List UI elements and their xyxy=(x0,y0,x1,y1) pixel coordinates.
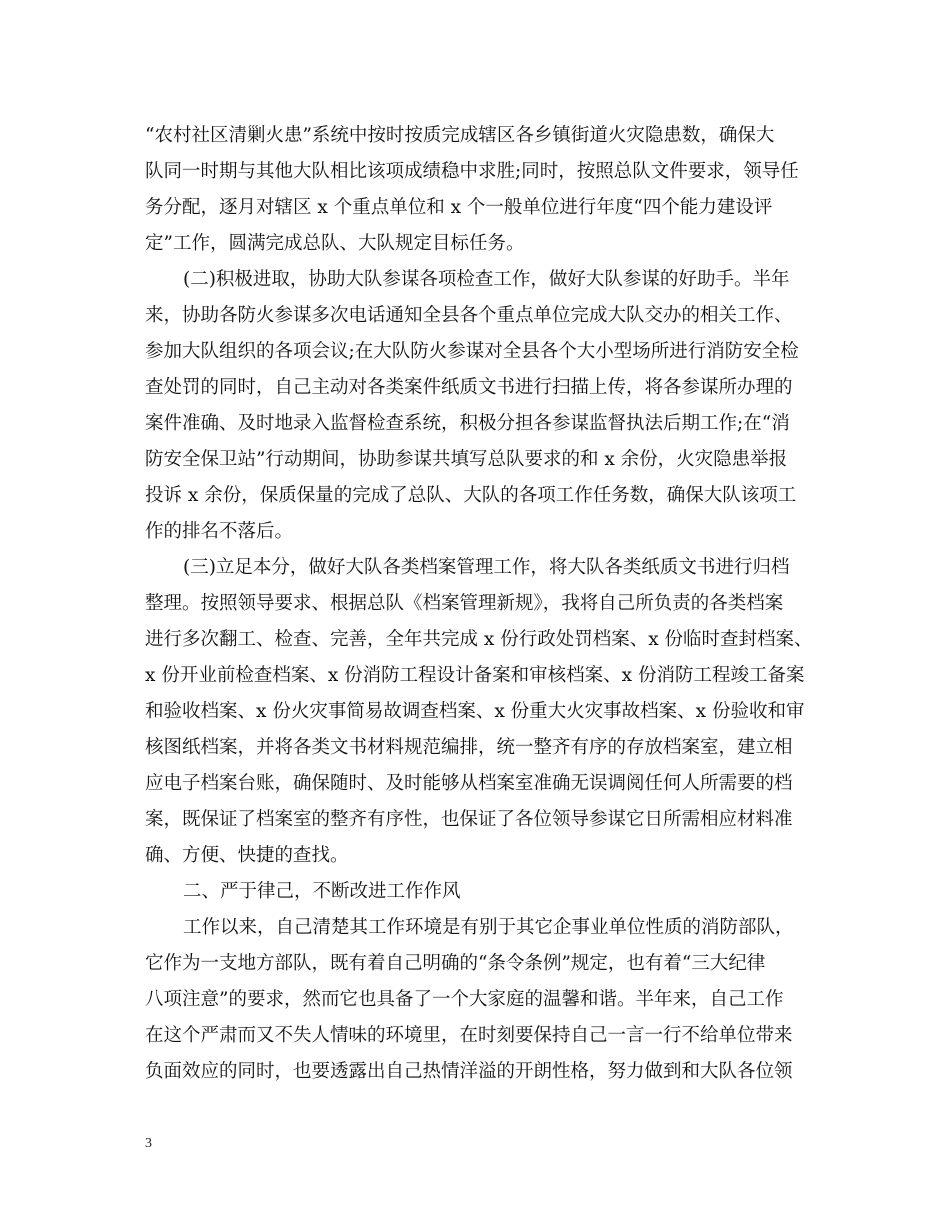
text-line: 它作为一支地方部队，既有着自己明确的“条令条例”规定，也有着“三大纪律 xyxy=(145,953,766,974)
text-line: 工作以来，自己清楚其工作环境是有别于其它企事业单位性质的消防部队， xyxy=(183,917,794,938)
text-line: 定”工作，圆满完成总队、大队规定目标任务。 xyxy=(145,233,525,254)
text-line: 作的排名不落后。 xyxy=(145,521,294,542)
text-line: 负面效应的同时，也要透露出自己热情洋溢的开朗性格，努力做到和大队各位领 xyxy=(145,1061,793,1082)
section-heading-3: (三)立足本分，做好大队各类档案管理工作，将大队各类纸质文书进行归档 xyxy=(183,557,790,578)
text-line: 案件准确、及时地录入监督检查系统，积极分担各参谋监督执法后期工作;在“消 xyxy=(145,413,790,434)
text-line: 投诉 x 余份，保质保量的完成了总队、大队的各项工作任务数，确保大队该项工 xyxy=(145,485,797,506)
text-line: 和验收档案、x 份火灾事简易故调查档案、x 份重大火灾事故档案、x 份验收和审 xyxy=(145,701,805,722)
text-line: 查处罚的同时，自己主动对各类案件纸质文书进行扫描上传，将各参谋所办理的 xyxy=(145,377,793,398)
section-heading-2: (二)积极进取，协助大队参谋各项检查工作，做好大队参谋的好助手。半年 xyxy=(183,269,790,290)
text-line: 参加大队组织的各项会议;在大队防火参谋对全县各个大小型场所进行消防安全检 xyxy=(145,341,799,362)
text-line: 队同一时期与其他大队相比该项成绩稳中求胜;同时，按照总队文件要求，领导任 xyxy=(145,161,799,182)
section-heading-ii: 二、严于律己，不断改进工作作风 xyxy=(183,881,461,902)
text-line: 核图纸档案，并将各类文书材料规范编排，统一整齐有序的存放档案室，建立相 xyxy=(145,737,793,758)
text-line: 整理。按照领导要求、根据总队《档案管理新规》，我将自己所负责的各类档案 xyxy=(145,593,784,614)
text-line: x 份开业前检查档案、x 份消防工程设计备案和审核档案、x 份消防工程竣工备案 xyxy=(145,665,805,686)
text-line: 进行多次翻工、检查、完善，全年共完成 x 份行政处罚档案、x 份临时查封档案、 xyxy=(145,629,813,650)
text-line: “农村社区清剿火患”系统中按时按质完成辖区各乡镇街道火灾隐患数，确保大 xyxy=(145,125,775,146)
text-line: 确、方便、快捷的查找。 xyxy=(145,845,349,866)
body-text xyxy=(145,118,813,1090)
text-line: 务分配，逐月对辖区 x 个重点单位和 x 个一般单位进行年度“四个能力建设评 xyxy=(145,197,773,218)
text-line: 八项注意”的要求，然而它也具备了一个大家庭的温馨和谐。半年来，自己工作 xyxy=(145,989,784,1010)
text-line: 在这个严肃而又不失人情味的环境里，在时刻要保持自己一言一行不给单位带来 xyxy=(145,1025,793,1046)
text-line: 案，既保证了档案室的整齐有序性，也保证了各位领导参谋它日所需相应材料准 xyxy=(145,809,793,830)
page-number: 3 xyxy=(145,1136,152,1151)
text-line: 防安全保卫站”行动期间，协助参谋共填写总队要求的和 x 余份，火灾隐患举报 xyxy=(145,449,788,470)
text-line: 来，协助各防火参谋多次电话通知全县各个重点单位完成大队交办的相关工作、 xyxy=(145,305,793,326)
text-line: 应电子档案台账，确保随时、及时能够从档案室准确无误调阅任何人所需要的档 xyxy=(145,773,793,794)
